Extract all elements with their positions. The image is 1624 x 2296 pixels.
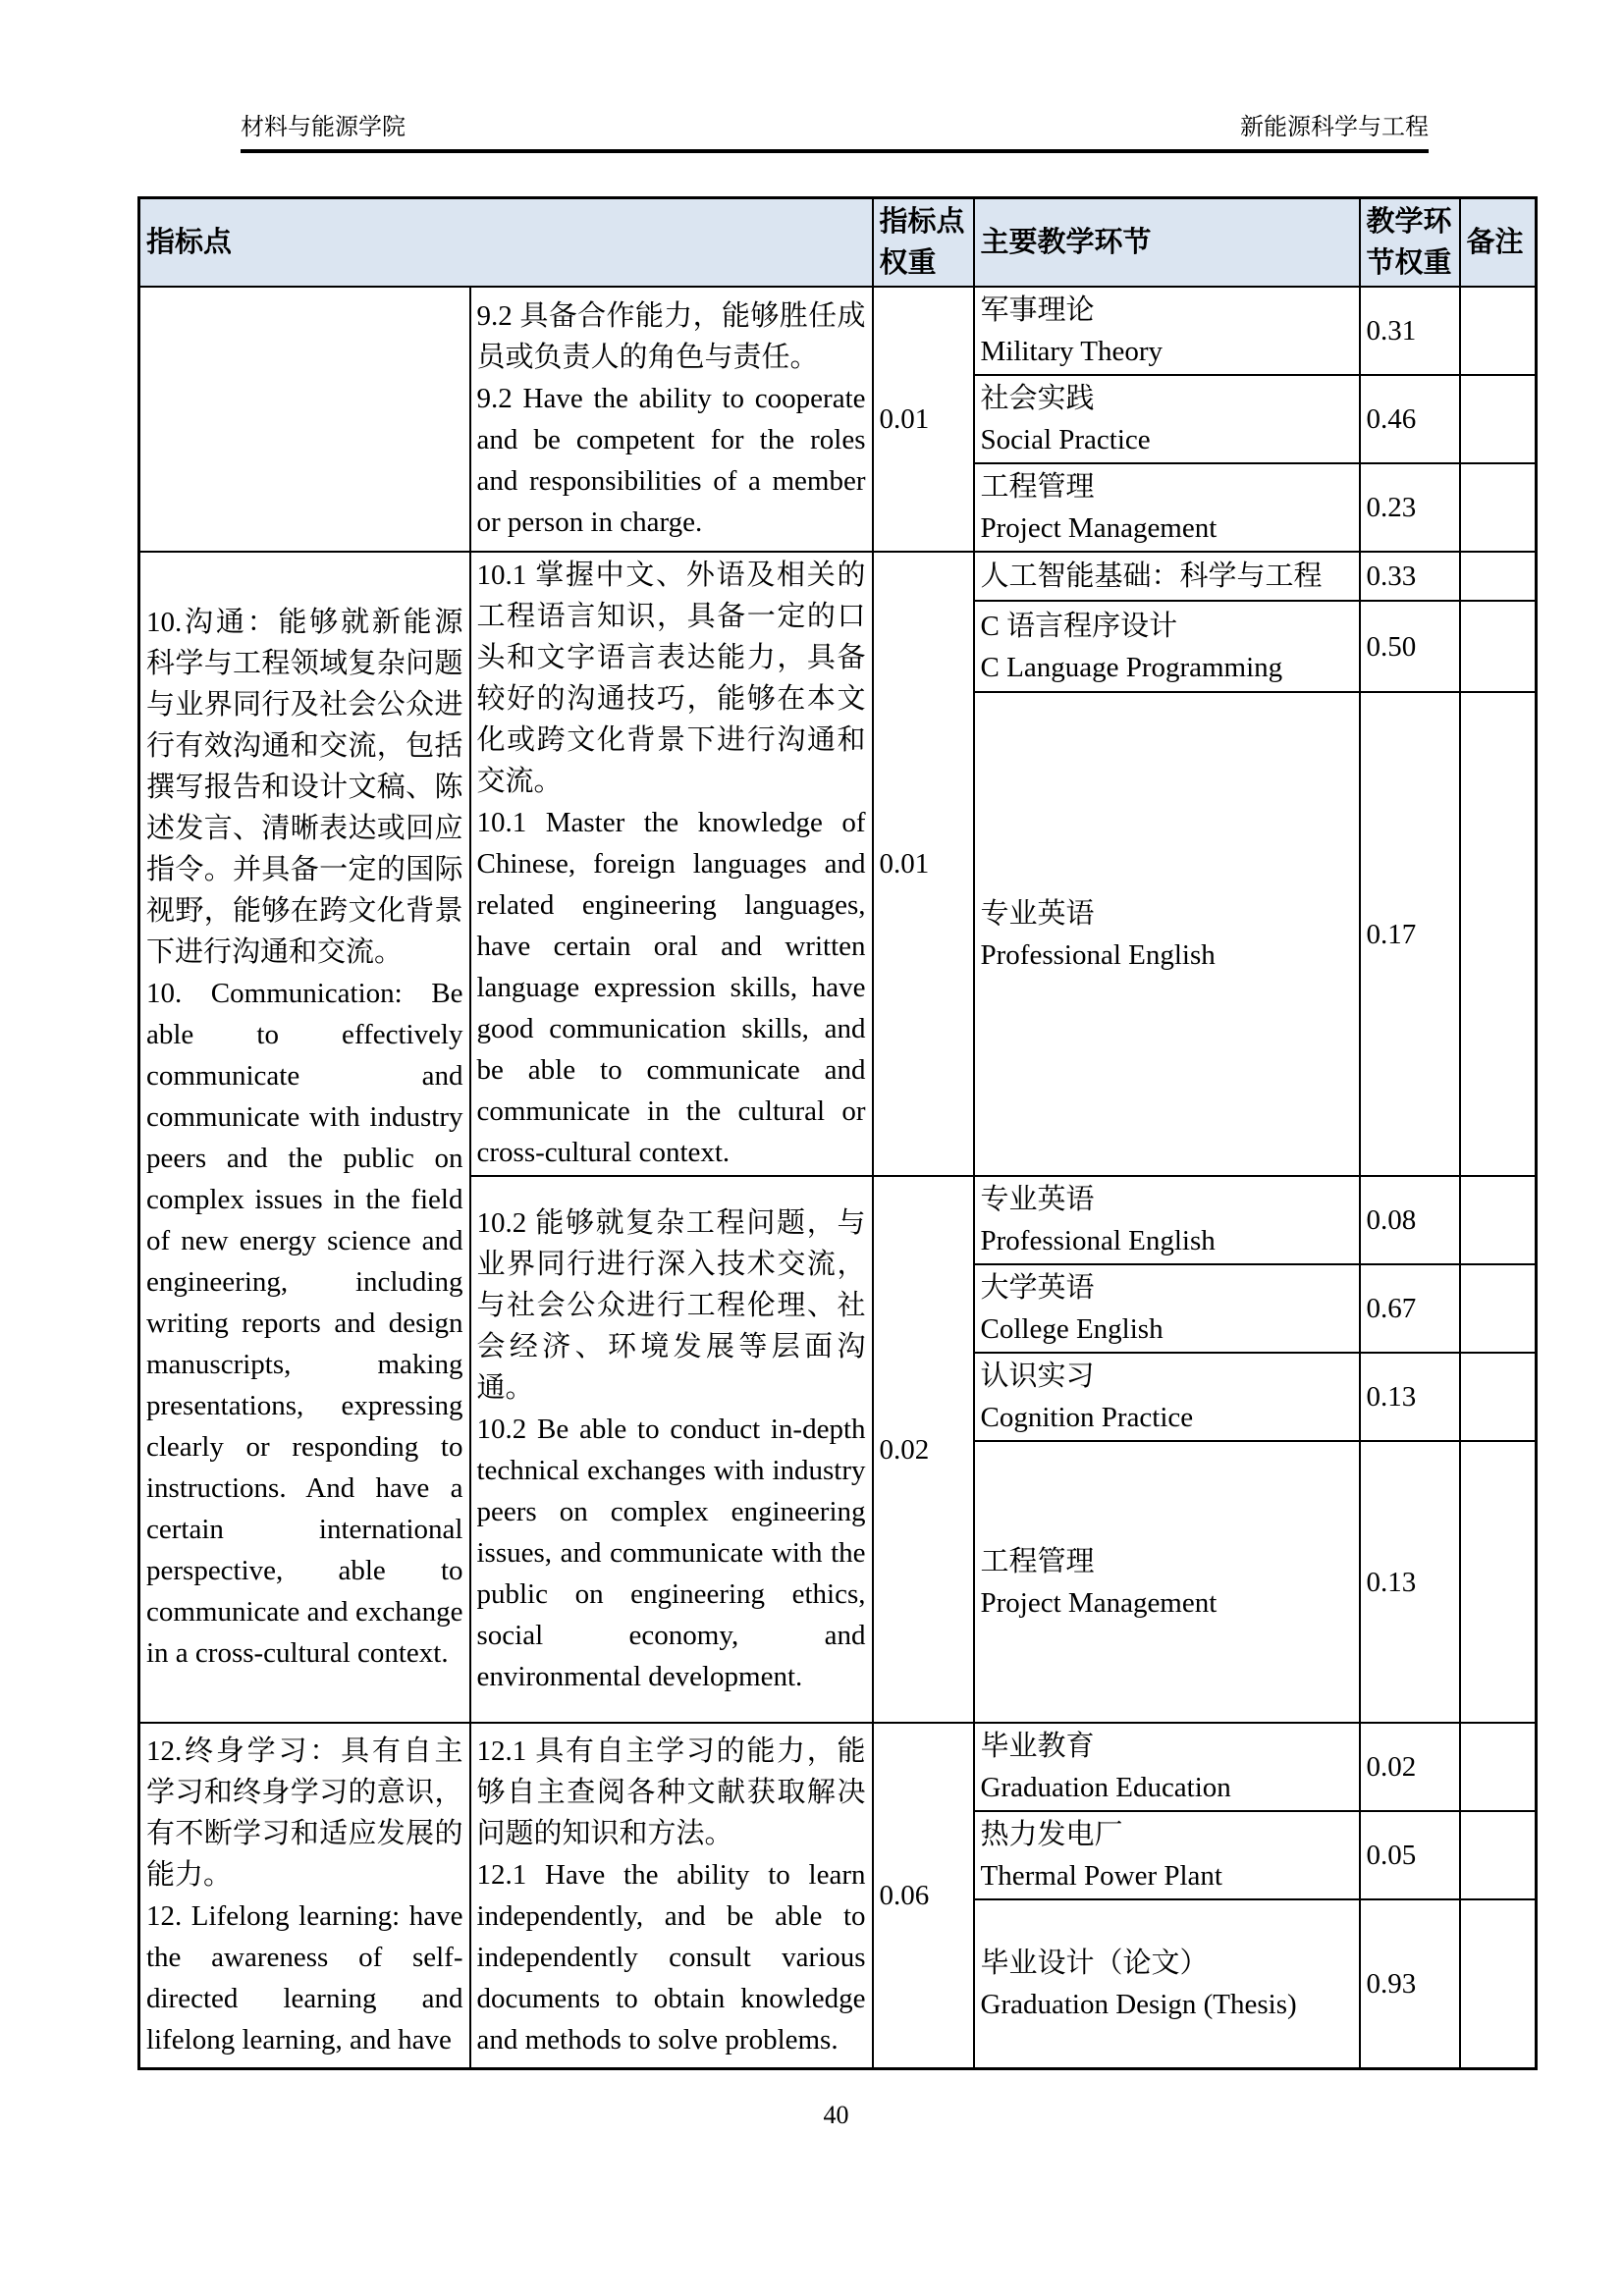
course-cell — [974, 1176, 1360, 1264]
course-cell — [974, 1811, 1360, 1899]
header-cell-indicator-weight: 指标点权重 — [873, 198, 974, 288]
remark-cell — [1460, 1176, 1537, 1264]
course-cell — [974, 375, 1360, 463]
sub-indicator-cell — [470, 552, 873, 1176]
course-weight-cell: 0.46 — [1360, 375, 1460, 463]
doc-header-left: 材料与能源学院 — [241, 115, 406, 140]
course-cell — [974, 1723, 1360, 1811]
remark-cell — [1460, 692, 1537, 1176]
sub-indicator-cn: 12.1 具有自主学习的能力，能够自主查阅各种文献获取解决问题的知识和方法。 — [476, 1735, 866, 1849]
course-name-en: Graduation Education — [980, 1772, 1231, 1803]
remark-cell — [1460, 1899, 1537, 2068]
indicator-en: 12. Lifelong learning: have the awareness of self-directed learning and lifelong learning, and have — [146, 1899, 463, 2056]
table-row — [139, 1723, 1537, 1811]
course-weight-cell: 0.13 — [1360, 1353, 1460, 1441]
sub-indicator-cell — [470, 287, 873, 552]
course-name-en: Project Management — [980, 512, 1218, 544]
course-name-en: Project Management — [980, 1586, 1218, 1619]
sub-indicator-cn: 10.2 能够就复杂工程问题，与业界同行进行深入技术交流，与社会公众进行工程伦理、社会经济、环境发展等层面沟通。 — [476, 1206, 866, 1404]
remark-cell — [1460, 1441, 1537, 1723]
course-weight-cell: 0.31 — [1360, 287, 1460, 375]
course-weight-cell: 0.13 — [1360, 1441, 1460, 1723]
indicator-cn: 10.沟通：能够就新能源科学与工程领域复杂问题与业界同行及社会公众进行有效沟通和交流，包括撰写报告和设计文稿、陈述发言、清晰表达或回应指令。并具备一定的国际视野，能够在跨文化背景下进行沟通和交流。 — [146, 606, 463, 968]
indicator-en: 10. Communication: Be able to effectively communicate and communicate with industry peers and the public on complex issues in the field of new energy science and engineering, including writing reports and design manuscripts, making presentations, expressing clearly or responding to instructions. And have a certain international perspective, able to communicate and exchange in a cross-cultural context. — [146, 977, 463, 1669]
course-name-en: Professional English — [980, 938, 1216, 971]
running-head — [241, 110, 1429, 153]
course-weight-cell: 0.17 — [1360, 692, 1460, 1176]
sub-indicator-cell — [470, 1723, 873, 2068]
remark-cell — [1460, 1264, 1537, 1353]
course-name-en: C Language Programming — [980, 651, 1283, 683]
course-name-cn: C 语言程序设计 — [980, 610, 1178, 642]
course-cell — [974, 552, 1360, 601]
remark-cell — [1460, 287, 1537, 375]
course-cell — [974, 1264, 1360, 1353]
table-row — [139, 287, 1537, 375]
course-weight-cell: 0.93 — [1360, 1899, 1460, 2068]
course-cell — [974, 1441, 1360, 1723]
course-cell — [974, 692, 1360, 1176]
course-name-cn: 毕业设计（论文） — [980, 1947, 1209, 1979]
course-weight-cell: 0.08 — [1360, 1176, 1460, 1264]
course-weight-cell: 0.50 — [1360, 601, 1460, 693]
course-name-cn: 毕业教育 — [980, 1731, 1095, 1762]
course-name-en: Cognition Practice — [980, 1402, 1194, 1433]
doc-header-right: 新能源科学与工程 — [1240, 115, 1429, 140]
indicator-weight-cell: 0.01 — [873, 287, 974, 552]
indicator-cell — [139, 1723, 470, 2068]
course-name-cn: 专业英语 — [980, 1184, 1095, 1215]
course-cell — [974, 601, 1360, 693]
header-cell-teaching-weight: 教学环节权重 — [1360, 198, 1460, 288]
course-weight-cell: 0.23 — [1360, 463, 1460, 552]
course-cell — [974, 463, 1360, 552]
header-cell-indicator: 指标点 — [139, 198, 873, 288]
indicator-weight-cell: 0.02 — [873, 1176, 974, 1723]
course-name-cn: 工程管理 — [980, 471, 1095, 503]
header-cell-teaching: 主要教学环节 — [974, 198, 1360, 288]
remark-cell — [1460, 1353, 1537, 1441]
table-header-row — [139, 198, 1537, 288]
indicator-cell — [139, 552, 470, 1723]
remark-cell — [1460, 463, 1537, 552]
course-name-en: Military Theory — [980, 336, 1164, 367]
course-weight-cell: 0.33 — [1360, 552, 1460, 601]
course-name-en: Social Practice — [980, 424, 1151, 455]
course-cell — [974, 1899, 1360, 2068]
course-name-cn: 军事理论 — [980, 294, 1095, 326]
sub-indicator-en: 10.2 Be able to conduct in-depth technical exchanges with industry peers on complex engineering issues, and communicate with the public on engineering ethics, social economy, and environmental development. — [476, 1413, 866, 1692]
table-row — [139, 552, 1537, 601]
sub-indicator-cell — [470, 1176, 873, 1723]
sub-indicator-cn: 10.1 掌握中文、外语及相关的工程语言知识，具备一定的口头和文字语言表达能力，具备较好的沟通技巧，能够在本文化或跨文化背景下进行沟通和交流。 — [476, 560, 866, 797]
sub-indicator-en: 10.1 Master the knowledge of Chinese, foreign languages and related engineering languages, have certain oral and written language expression skills, have good communication skills, and be able to communicate and communicate in the cultural or cross-cultural context. — [476, 807, 866, 1168]
course-name-cn: 工程管理 — [980, 1545, 1095, 1577]
course-name-cn: 热力发电厂 — [980, 1819, 1123, 1850]
course-name-cn: 大学英语 — [980, 1272, 1095, 1304]
indicator-cn: 12.终身学习：具有自主学习和终身学习的意识，有不断学习和适应发展的能力。 — [146, 1735, 463, 1891]
course-name-en: Professional English — [980, 1225, 1216, 1256]
header-cell-remark: 备注 — [1460, 198, 1537, 288]
course-name-cn: 专业英语 — [980, 897, 1095, 930]
course-weight-cell: 0.67 — [1360, 1264, 1460, 1353]
remark-cell — [1460, 552, 1537, 601]
remark-cell — [1460, 1811, 1537, 1899]
sub-indicator-cn: 9.2 具备合作能力，能够胜任成员或负责人的角色与责任。 — [476, 300, 866, 373]
course-cell — [974, 287, 1360, 375]
course-name-cn: 社会实践 — [980, 383, 1095, 414]
remark-cell — [1460, 375, 1537, 463]
course-cell — [974, 1353, 1360, 1441]
sub-indicator-en: 9.2 Have the ability to cooperate and be competent for the roles and responsibilities of a member or person in charge. — [476, 383, 866, 538]
indicator-weight-cell: 0.06 — [873, 1723, 974, 2068]
course-name-en: College English — [980, 1313, 1164, 1345]
course-name-en: Graduation Design (Thesis) — [980, 1988, 1297, 2020]
indicator-cell-empty — [139, 287, 470, 552]
course-name-cn: 人工智能基础：科学与工程 — [980, 560, 1323, 592]
page-number: 40 — [823, 2101, 849, 2129]
remark-cell — [1460, 601, 1537, 693]
remark-cell — [1460, 1723, 1537, 1811]
course-name-en: Thermal Power Plant — [980, 1860, 1222, 1892]
indicator-weight-cell: 0.01 — [873, 552, 974, 1176]
course-weight-cell: 0.05 — [1360, 1811, 1460, 1899]
sub-indicator-en: 12.1 Have the ability to learn independently, and be able to independently consult various documents to obtain knowledge and methods to solve problems. — [476, 1858, 866, 2056]
course-name-cn: 认识实习 — [980, 1361, 1095, 1392]
course-weight-cell: 0.02 — [1360, 1723, 1460, 1811]
indicator-table — [137, 196, 1538, 2070]
